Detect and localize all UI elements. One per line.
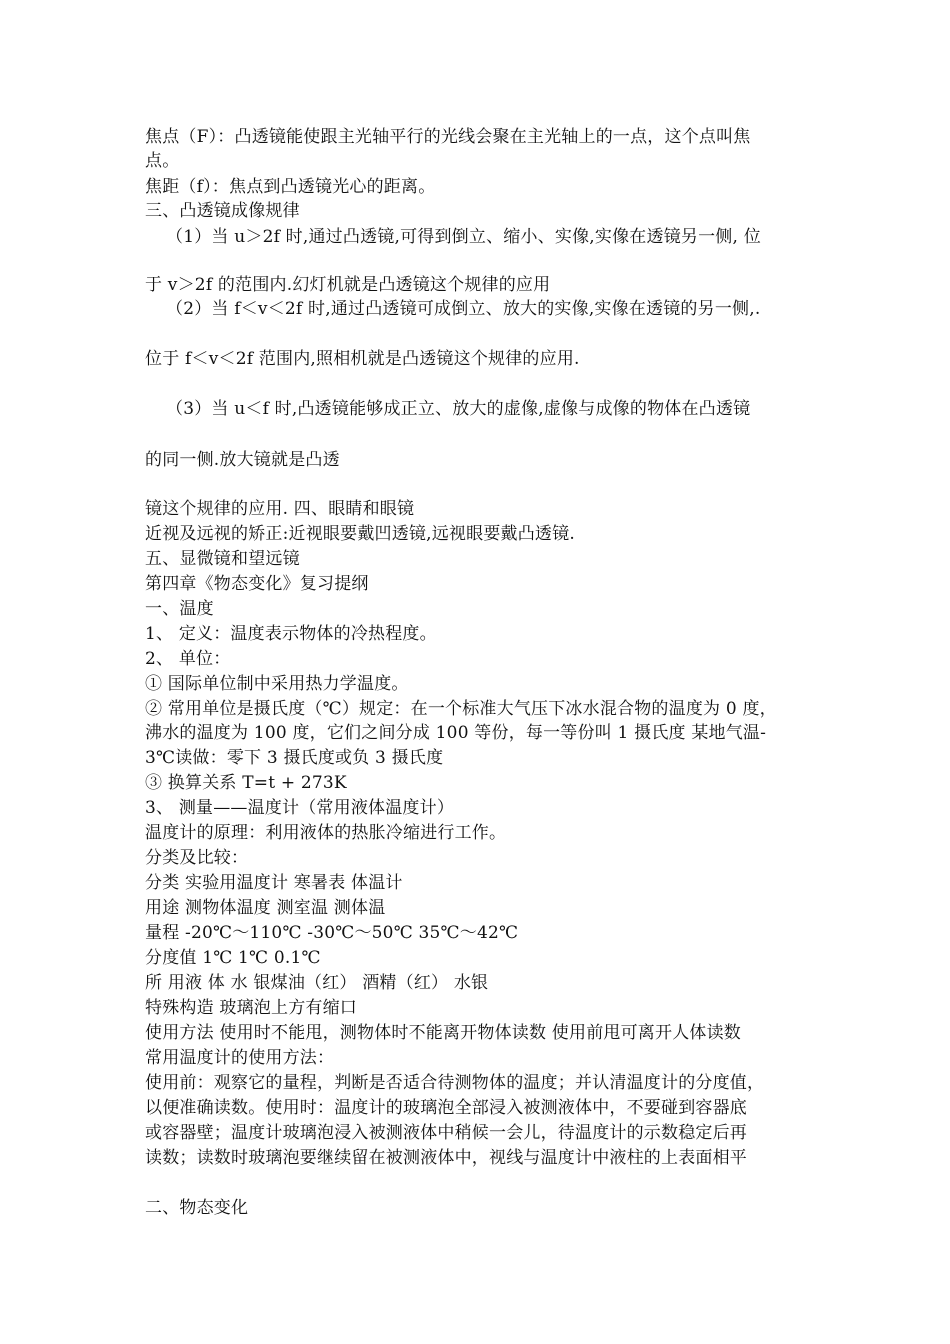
text-line: 位于 f＜v＜2f 范围内,照相机就是凸透镜这个规律的应用.	[145, 349, 580, 369]
table-row: 用途 测物体温度 测室温 测体温	[145, 898, 386, 918]
text-line: 1、 定义：温度表示物体的冷热程度。	[145, 624, 437, 644]
text-line: 近视及远视的矫正:近视眼要戴凹透镜,远视眼要戴凸透镜.	[145, 524, 575, 544]
text-line: 常用温度计的使用方法：	[145, 1048, 335, 1068]
section-heading: 五、显微镜和望远镜	[145, 549, 300, 569]
table-row: 使用方法 使用时不能甩，测物体时不能离开物体读数 使用前甩可离开人体读数	[145, 1023, 742, 1043]
text-line: 或容器壁；温度计玻璃泡浸入被测液体中稍候一会儿，待温度计的示数稳定后再	[145, 1123, 747, 1143]
text-line: 2、 单位：	[145, 649, 231, 669]
table-row: 所 用液 体 水 银煤油（红） 酒精（红） 水银	[145, 973, 489, 993]
text-line: 3、 测量——温度计（常用液体温度计）	[145, 798, 455, 818]
text-line: ③ 换算关系 T=t + 273K	[145, 773, 347, 793]
text-line: 分类及比较：	[145, 848, 249, 868]
text-line: 点。	[145, 151, 180, 171]
text-line: （1）当 u＞2f 时,通过凸透镜,可得到倒立、缩小、实像,实像在透镜另一侧, 位	[166, 227, 761, 247]
table-row: 分度值 1℃ 1℃ 0.1℃	[145, 948, 321, 968]
text-line: （2）当 f＜v＜2f 时,通过凸透镜可成倒立、放大的实像,实像在透镜的另一侧,.	[166, 299, 761, 319]
section-heading: 三、凸透镜成像规律	[145, 201, 300, 221]
text-line: 焦点（F）：凸透镜能使跟主光轴平行的光线会聚在主光轴上的一点，这个点叫焦	[145, 127, 751, 147]
chapter-heading: 第四章《物态变化》复习提纲	[145, 574, 369, 594]
text-line: 读数；读数时玻璃泡要继续留在被测液体中，视线与温度计中液柱的上表面相平	[145, 1148, 747, 1168]
text-line: 3℃读做：零下 3 摄氏度或负 3 摄氏度	[145, 748, 444, 768]
text-line: ① 国际单位制中采用热力学温度。	[145, 674, 409, 694]
text-line: 以便准确读数。使用时：温度计的玻璃泡全部浸入被测液体中，不要碰到容器底	[145, 1098, 747, 1118]
text-line: 的同一侧.放大镜就是凸透	[145, 450, 340, 470]
section-heading: 二、物态变化	[145, 1198, 249, 1218]
table-row: 分类 实验用温度计 寒暑表 体温计	[145, 873, 403, 893]
text-line: 于 v＞2f 的范围内.幻灯机就是凸透镜这个规律的应用	[145, 275, 551, 295]
text-line: 温度计的原理：利用液体的热胀冷缩进行工作。	[145, 823, 507, 843]
text-line: 使用前：观察它的量程，判断是否适合待测物体的温度；并认清温度计的分度值，	[145, 1073, 765, 1093]
text-line: ② 常用单位是摄氏度（℃）规定：在一个标准大气压下冰水混合物的温度为 0 度，	[145, 699, 777, 719]
text-line: （3）当 u＜f 时,凸透镜能够成正立、放大的虚像,虚像与成像的物体在凸透镜	[166, 399, 751, 419]
table-row: 特殊构造 玻璃泡上方有缩口	[145, 998, 358, 1018]
text-line: 沸水的温度为 100 度，它们之间分成 100 等份，每一等份叫 1 摄氏度 某地气温-	[145, 723, 767, 743]
text-line: 焦距（f）：焦点到凸透镜光心的距离。	[145, 177, 436, 197]
text-line: 镜这个规律的应用. 四、眼睛和眼镜	[145, 499, 415, 519]
table-row: 量程 -20℃～110℃ -30℃～50℃ 35℃～42℃	[145, 923, 519, 943]
section-heading: 一、温度	[145, 599, 214, 619]
